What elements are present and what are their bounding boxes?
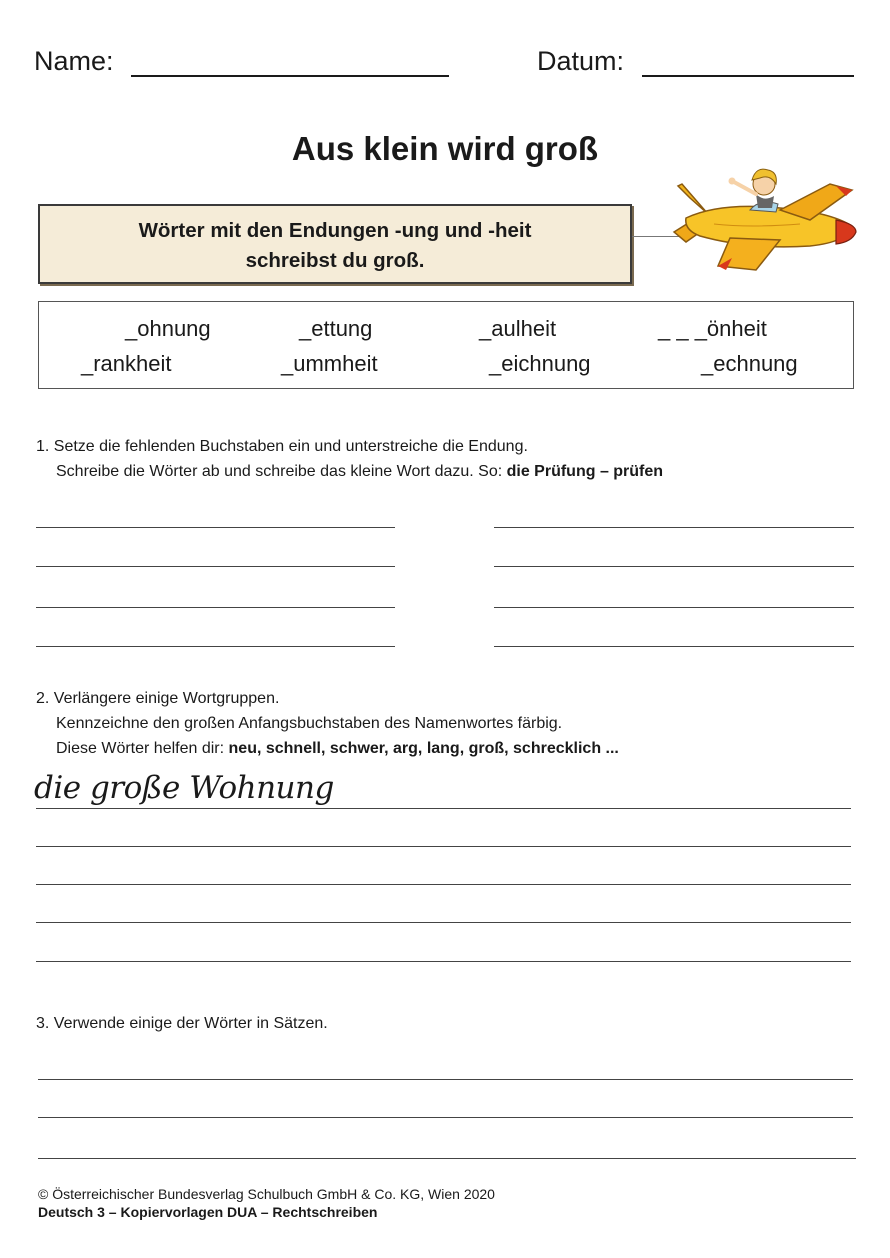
task1-instructions bbox=[36, 434, 663, 484]
writing-line[interactable] bbox=[36, 846, 851, 847]
task3-instructions: 3. Verwende einige der Wörter in Sätzen. bbox=[36, 1015, 328, 1032]
task2-line-3 bbox=[36, 736, 619, 761]
word-item: _ohnung bbox=[125, 316, 211, 341]
task2-line-1: 2. Verlängere einige Wortgruppen. bbox=[36, 690, 280, 707]
task1-example: die Prüfung – prüfen bbox=[506, 463, 664, 480]
handwritten-example: die große Wohnung bbox=[34, 770, 334, 806]
writing-line[interactable] bbox=[36, 884, 851, 885]
word-item: _ummheit bbox=[281, 351, 378, 376]
task1-line-1: 1. Setze die fehlenden Buchstaben ein und unterstreiche die Endung. bbox=[36, 438, 528, 455]
task2-line-2: Kennzeichne den großen Anfangsbuchstaben des Namenwortes färbig. bbox=[56, 715, 563, 732]
writing-line[interactable] bbox=[36, 808, 851, 809]
task2-instructions bbox=[36, 686, 619, 761]
word-item: _echnung bbox=[701, 351, 798, 376]
name-label: Name: bbox=[34, 46, 114, 76]
writing-line[interactable] bbox=[36, 646, 395, 647]
writing-line[interactable] bbox=[38, 1158, 856, 1159]
rule-line-2: schreibst du groß. bbox=[245, 249, 425, 272]
word-item: _ettung bbox=[299, 316, 373, 341]
task2-helper-words: neu, schnell, schwer, arg, lang, groß, schrecklich ... bbox=[228, 740, 619, 757]
writing-line[interactable] bbox=[494, 566, 854, 567]
writing-line[interactable] bbox=[36, 961, 851, 962]
rule-line-1: Wörter mit den Endungen -ung und -heit bbox=[138, 219, 532, 242]
word-item: _rankheit bbox=[81, 351, 172, 376]
footer-copyright: © Österreichischer Bundesverlag Schulbuch GmbH & Co. KG, Wien 2020 bbox=[38, 1186, 495, 1202]
writing-line[interactable] bbox=[494, 607, 854, 608]
writing-line[interactable] bbox=[38, 1117, 853, 1118]
date-line[interactable] bbox=[642, 75, 854, 77]
date-label: Datum: bbox=[537, 46, 625, 76]
task2-line-3-text: Diese Wörter helfen dir: bbox=[56, 740, 229, 757]
word-item: _eichnung bbox=[489, 351, 591, 376]
writing-line[interactable] bbox=[36, 566, 395, 567]
writing-line[interactable] bbox=[494, 527, 854, 528]
writing-line[interactable] bbox=[38, 1079, 853, 1080]
writing-line[interactable] bbox=[494, 646, 854, 647]
page-title: Aus klein wird groß bbox=[291, 130, 599, 167]
writing-line[interactable] bbox=[36, 607, 395, 608]
rule-box bbox=[38, 204, 632, 284]
footer-series: Deutsch 3 – Kopiervorlagen DUA – Rechtschreiben bbox=[38, 1204, 378, 1220]
airplane-icon bbox=[660, 162, 860, 274]
writing-line[interactable] bbox=[36, 922, 851, 923]
writing-line[interactable] bbox=[36, 527, 395, 528]
word-item: _aulheit bbox=[479, 316, 557, 341]
word-item: _ _ _önheit bbox=[658, 316, 767, 341]
task1-line-2 bbox=[36, 459, 663, 484]
rule-text bbox=[40, 216, 630, 276]
task1-line-2-text: Schreibe die Wörter ab und schreibe das kleine Wort dazu. So: bbox=[56, 463, 507, 480]
words-box bbox=[38, 301, 854, 389]
name-line[interactable] bbox=[131, 75, 449, 77]
